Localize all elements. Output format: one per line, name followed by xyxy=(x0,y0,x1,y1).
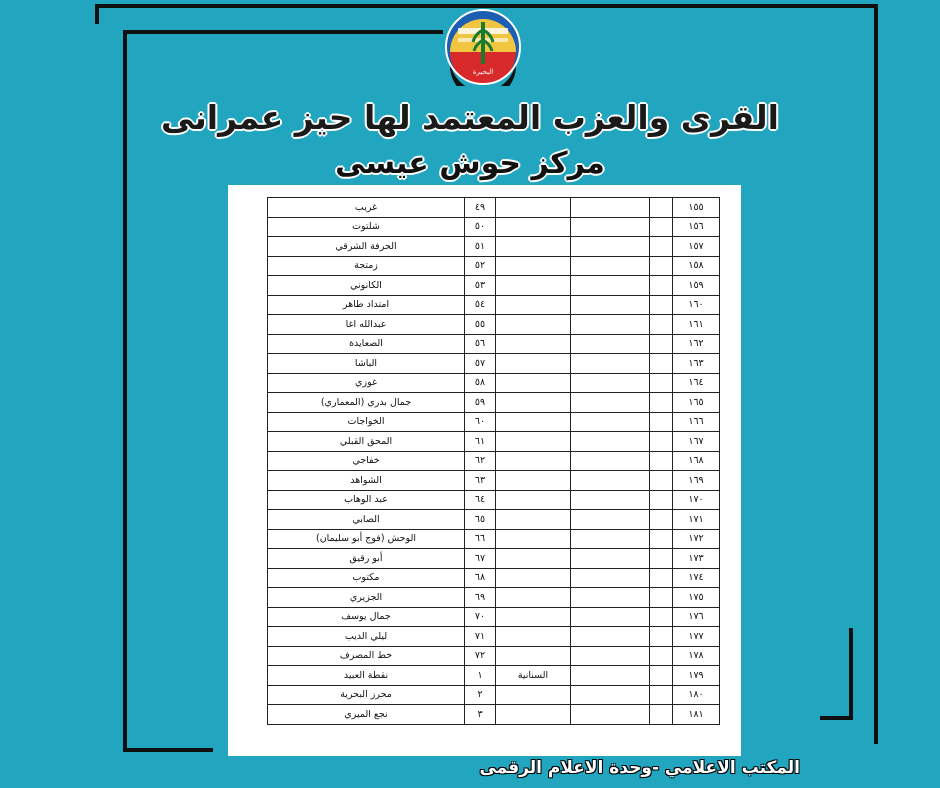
table-row xyxy=(268,217,720,237)
number-cell: ٥٩ xyxy=(465,393,496,413)
table-row xyxy=(268,237,720,257)
local-unit-cell xyxy=(496,315,571,335)
table-row xyxy=(268,471,720,491)
empty-cell xyxy=(571,217,650,237)
village-name-cell: محرز البحرية xyxy=(268,685,465,705)
table-row xyxy=(268,451,720,471)
empty-cell xyxy=(650,451,673,471)
frame-inner-right-bottom-line xyxy=(820,716,853,720)
table-row xyxy=(268,705,720,725)
empty-cell xyxy=(650,217,673,237)
table-row xyxy=(268,412,720,432)
village-name-cell: الصعايدة xyxy=(268,334,465,354)
local-unit-cell xyxy=(496,451,571,471)
number-cell: ٤٩ xyxy=(465,198,496,218)
empty-cell xyxy=(650,373,673,393)
local-unit-cell xyxy=(496,607,571,627)
empty-cell xyxy=(650,334,673,354)
number-cell: ٦٨ xyxy=(465,568,496,588)
empty-cell xyxy=(650,237,673,257)
villages-table xyxy=(267,197,720,725)
table-row xyxy=(268,276,720,296)
number-cell: ٦٠ xyxy=(465,412,496,432)
village-name-cell: الباشا xyxy=(268,354,465,374)
number-cell: ٦١ xyxy=(465,432,496,452)
number-cell: ٧٢ xyxy=(465,646,496,666)
empty-cell xyxy=(650,276,673,296)
beheira-governorate-logo-icon xyxy=(444,8,522,86)
empty-cell xyxy=(650,627,673,647)
table-row xyxy=(268,510,720,530)
empty-cell xyxy=(571,685,650,705)
serial-cell: ١٥٦ xyxy=(673,217,720,237)
local-unit-cell xyxy=(496,646,571,666)
table-row xyxy=(268,666,720,686)
table-row xyxy=(268,529,720,549)
serial-cell: ١٦٠ xyxy=(673,295,720,315)
number-cell: ٧٠ xyxy=(465,607,496,627)
footer-credit: المكتب الاعلامي -وحدة الاعلام الرقمى xyxy=(479,758,800,778)
number-cell: ١ xyxy=(465,666,496,686)
village-name-cell: نجع الميري xyxy=(268,705,465,725)
local-unit-cell xyxy=(496,510,571,530)
number-cell: ٥٢ xyxy=(465,256,496,276)
village-name-cell: شلتوت xyxy=(268,217,465,237)
local-unit-cell xyxy=(496,373,571,393)
serial-cell: ١٧١ xyxy=(673,510,720,530)
number-cell: ٦٩ xyxy=(465,588,496,608)
village-name-cell: خفاجي xyxy=(268,451,465,471)
empty-cell xyxy=(650,198,673,218)
number-cell: ٦٧ xyxy=(465,549,496,569)
village-name-cell: خط المصرف xyxy=(268,646,465,666)
village-name-cell: غريب xyxy=(268,198,465,218)
number-cell: ٧١ xyxy=(465,627,496,647)
serial-cell: ١٧٩ xyxy=(673,666,720,686)
village-name-cell: الكانوني xyxy=(268,276,465,296)
serial-cell: ١٦٧ xyxy=(673,432,720,452)
number-cell: ٥٣ xyxy=(465,276,496,296)
table-row xyxy=(268,432,720,452)
local-unit-cell xyxy=(496,705,571,725)
number-cell: ٦٥ xyxy=(465,510,496,530)
village-name-cell: زمتجة xyxy=(268,256,465,276)
number-cell: ٦٢ xyxy=(465,451,496,471)
empty-cell xyxy=(571,237,650,257)
empty-cell xyxy=(571,607,650,627)
number-cell: ٥٤ xyxy=(465,295,496,315)
empty-cell xyxy=(650,471,673,491)
frame-inner-top-line xyxy=(123,30,443,34)
frame-left-line xyxy=(95,4,99,24)
empty-cell xyxy=(571,510,650,530)
serial-cell: ١٦٣ xyxy=(673,354,720,374)
table-row xyxy=(268,646,720,666)
empty-cell xyxy=(571,393,650,413)
empty-cell xyxy=(571,646,650,666)
empty-cell xyxy=(571,412,650,432)
number-cell: ٦٣ xyxy=(465,471,496,491)
serial-cell: ١٦٩ xyxy=(673,471,720,491)
village-name-cell: الوحش (فوج أبو سليمان) xyxy=(268,529,465,549)
local-unit-cell xyxy=(496,490,571,510)
village-name-cell: نقطة العبيد xyxy=(268,666,465,686)
empty-cell xyxy=(571,568,650,588)
empty-cell xyxy=(571,549,650,569)
local-unit-cell xyxy=(496,198,571,218)
empty-cell xyxy=(571,451,650,471)
table-row xyxy=(268,490,720,510)
table-row xyxy=(268,334,720,354)
empty-cell xyxy=(571,256,650,276)
village-name-cell: عبد الوهاب xyxy=(268,490,465,510)
empty-cell xyxy=(571,666,650,686)
village-name-cell: مكتوب xyxy=(268,568,465,588)
table-row xyxy=(268,627,720,647)
empty-cell xyxy=(571,334,650,354)
local-unit-cell xyxy=(496,529,571,549)
serial-cell: ١٧٠ xyxy=(673,490,720,510)
local-unit-cell: السنانية xyxy=(496,666,571,686)
village-name-cell: الجزيري xyxy=(268,588,465,608)
number-cell: ٥٧ xyxy=(465,354,496,374)
table-row xyxy=(268,685,720,705)
frame-inner-left-line xyxy=(123,30,127,752)
serial-cell: ١٥٧ xyxy=(673,237,720,257)
table-row xyxy=(268,354,720,374)
logo-text: البحيرة xyxy=(472,68,494,76)
village-name-cell: الخواجات xyxy=(268,412,465,432)
table-row xyxy=(268,393,720,413)
village-name-cell: غوزي xyxy=(268,373,465,393)
empty-cell xyxy=(571,705,650,725)
page-subtitle: مركز حوش عيسى xyxy=(335,146,605,181)
number-cell: ٦٦ xyxy=(465,529,496,549)
number-cell: ٢ xyxy=(465,685,496,705)
local-unit-cell xyxy=(496,276,571,296)
table-row xyxy=(268,373,720,393)
serial-cell: ١٦٤ xyxy=(673,373,720,393)
village-name-cell: ليلي الديب xyxy=(268,627,465,647)
serial-cell: ١٧٨ xyxy=(673,646,720,666)
village-name-cell: امتداد طاهر xyxy=(268,295,465,315)
table-row xyxy=(268,568,720,588)
number-cell: ٥١ xyxy=(465,237,496,257)
empty-cell xyxy=(650,607,673,627)
local-unit-cell xyxy=(496,568,571,588)
serial-cell: ١٥٨ xyxy=(673,256,720,276)
local-unit-cell xyxy=(496,334,571,354)
number-cell: ٥٠ xyxy=(465,217,496,237)
village-name-cell: جمال يوسف xyxy=(268,607,465,627)
frame-inner-bottom-line xyxy=(123,748,213,752)
serial-cell: ١٥٥ xyxy=(673,198,720,218)
number-cell: ٦٤ xyxy=(465,490,496,510)
number-cell: ٥٦ xyxy=(465,334,496,354)
village-name-cell: عبدالله اغا xyxy=(268,315,465,335)
local-unit-cell xyxy=(496,627,571,647)
village-name-cell: الشواهد xyxy=(268,471,465,491)
empty-cell xyxy=(571,490,650,510)
serial-cell: ١٧٥ xyxy=(673,588,720,608)
serial-cell: ١٦٢ xyxy=(673,334,720,354)
table-row xyxy=(268,256,720,276)
empty-cell xyxy=(650,412,673,432)
serial-cell: ١٧٧ xyxy=(673,627,720,647)
number-cell: ٣ xyxy=(465,705,496,725)
empty-cell xyxy=(571,373,650,393)
local-unit-cell xyxy=(496,354,571,374)
serial-cell: ١٨٠ xyxy=(673,685,720,705)
empty-cell xyxy=(650,529,673,549)
empty-cell xyxy=(571,471,650,491)
local-unit-cell xyxy=(496,393,571,413)
empty-cell xyxy=(571,354,650,374)
local-unit-cell xyxy=(496,237,571,257)
serial-cell: ١٧٦ xyxy=(673,607,720,627)
serial-cell: ١٧٣ xyxy=(673,549,720,569)
local-unit-cell xyxy=(496,256,571,276)
empty-cell xyxy=(650,588,673,608)
table-row xyxy=(268,198,720,218)
village-name-cell: جمال بدري (المعماري) xyxy=(268,393,465,413)
number-cell: ٥٨ xyxy=(465,373,496,393)
table-row xyxy=(268,607,720,627)
serial-cell: ١٦٥ xyxy=(673,393,720,413)
empty-cell xyxy=(650,393,673,413)
serial-cell: ١٧٤ xyxy=(673,568,720,588)
village-name-cell: الحرفة الشرقي xyxy=(268,237,465,257)
village-name-cell: أبو رقيق xyxy=(268,549,465,569)
empty-cell xyxy=(650,256,673,276)
empty-cell xyxy=(650,646,673,666)
serial-cell: ١٥٩ xyxy=(673,276,720,296)
empty-cell xyxy=(650,705,673,725)
empty-cell xyxy=(571,276,650,296)
serial-cell: ١٧٢ xyxy=(673,529,720,549)
empty-cell xyxy=(650,685,673,705)
serial-cell: ١٦١ xyxy=(673,315,720,335)
empty-cell xyxy=(571,588,650,608)
page-title: القرى والعزب المعتمد لها حيز عمرانى xyxy=(161,98,779,137)
local-unit-cell xyxy=(496,549,571,569)
local-unit-cell xyxy=(496,588,571,608)
frame-inner-right-line xyxy=(849,628,853,720)
empty-cell xyxy=(571,529,650,549)
local-unit-cell xyxy=(496,685,571,705)
empty-cell xyxy=(650,510,673,530)
empty-cell xyxy=(650,315,673,335)
village-name-cell: الصابي xyxy=(268,510,465,530)
empty-cell xyxy=(650,666,673,686)
village-name-cell: المحق القبلي xyxy=(268,432,465,452)
empty-cell xyxy=(571,198,650,218)
table-row xyxy=(268,588,720,608)
empty-cell xyxy=(650,354,673,374)
local-unit-cell xyxy=(496,295,571,315)
empty-cell xyxy=(571,315,650,335)
table-row xyxy=(268,295,720,315)
local-unit-cell xyxy=(496,471,571,491)
table-row xyxy=(268,549,720,569)
empty-cell xyxy=(650,432,673,452)
empty-cell xyxy=(650,568,673,588)
local-unit-cell xyxy=(496,217,571,237)
local-unit-cell xyxy=(496,432,571,452)
empty-cell xyxy=(571,627,650,647)
empty-cell xyxy=(571,295,650,315)
local-unit-cell xyxy=(496,412,571,432)
empty-cell xyxy=(650,490,673,510)
empty-cell xyxy=(571,432,650,452)
number-cell: ٥٥ xyxy=(465,315,496,335)
table-row xyxy=(268,315,720,335)
empty-cell xyxy=(650,295,673,315)
empty-cell xyxy=(650,549,673,569)
serial-cell: ١٦٦ xyxy=(673,412,720,432)
serial-cell: ١٨١ xyxy=(673,705,720,725)
serial-cell: ١٦٨ xyxy=(673,451,720,471)
